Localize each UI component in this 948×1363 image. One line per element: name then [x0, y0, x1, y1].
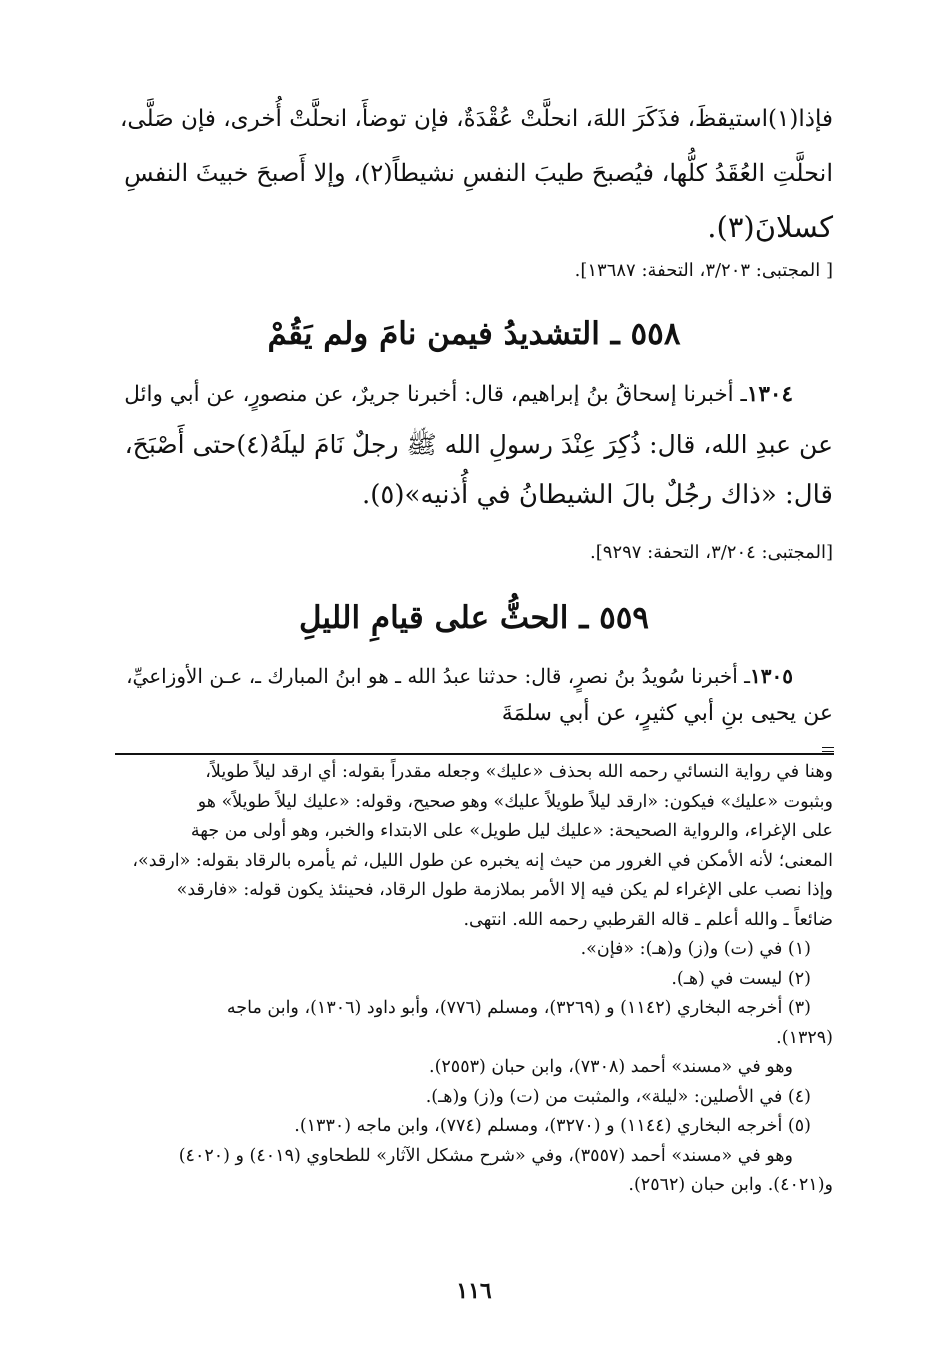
footnote-marker: [822, 751, 834, 752]
hadith-1304: [115, 370, 833, 520]
footnote-line: (٣) أخرجه البخاري (١١٤٢) و (٣٢٦٩)، ومسلم (٧٧٦)، وأبو داود (١٣٠٦)، وابن ماجه: [226, 998, 811, 1018]
text-line: [115, 370, 833, 420]
footnote-line: (١٣٢٩).: [776, 1027, 833, 1048]
footnote-line: وهو في «مسند» أحمد (٣٥٥٧)، وفي «شرح مشكل الآثار» للطحاوي (٤٠١٩) و (٤٠٢٠): [178, 1145, 793, 1166]
text-line: فإذا(١)استيقظَ، فذَكَرَ اللهَ، انحلَّتْ عُقْدَةٌ، فإن توضأَ، انحلَّتْ أُخرى، فإن صَلَّى،: [119, 106, 833, 132]
text-line: كسلانَ(٣).: [707, 210, 833, 244]
hadith-text: ـ أخبرنا سُويدُ بنُ نصرٍ، قال: حدثنا عبدُ الله ـ هو ابنُ المبارك ـ، عـن الأوزاعيِّ،: [126, 664, 751, 688]
footnotes: [130, 758, 833, 1201]
text-line: [115, 657, 833, 695]
hadith-number: ١٣٠٥: [750, 664, 793, 688]
text-line: عن يحيى بنِ أبي كثيرٍ، عن أبي سلمَةَ: [501, 701, 833, 726]
intro-paragraph: [115, 92, 833, 254]
footnote-line: على الإغراء، والرواية الصحيحة: «عليك ليل طويل» على الابتداء والخبر، وهو أولى من جهة: [190, 821, 833, 841]
footnote-line: (٤) في الأصلين: «ليلة»، والمثبت من (ت) و(ز) و(هـ).: [425, 1086, 811, 1107]
reference-citation: [ المجتبى: ٣/٢٠٣، التحفة: ١٣٦٨٧].: [574, 260, 833, 281]
footnote-line: وهنا في رواية النسائي رحمه الله بحذف «عليك» وجعله مقدراً بقوله: أي ارقد ليلاً طويلاً،: [205, 762, 833, 782]
hadith-1305: [115, 657, 833, 733]
reference-citation: [المجتبى: ٣/٢٠٤، التحفة: ٩٢٩٧].: [590, 542, 833, 563]
footnote-separator: [115, 753, 834, 755]
footnote-line: ضائعاً ـ والله أعلم ـ قاله القرطبي رحمه الله. انتهى.: [463, 909, 833, 930]
text-line: انحلَّتِ العُقَدُ كلُّها، فيُصبحَ طيبَ النفسِ نشيطاً(٢)، وإلا أَصبحَ خبيثَ النفسِ: [124, 159, 833, 187]
footnote-line: المعنى؛ لأنه الأمكن في الغرور من حيث إنه يخبره عن طول الليل، ثم يأمره بالرقاد بقوله: «ارقد»،: [132, 850, 833, 871]
footnote-line: وبثبوت «عليك» فيكون: «ارقد ليلاً طويلاً عليك» وهو صحيح، وقوله: «عليك ليلاً طويلاً» هو: [197, 791, 833, 812]
text-line: قال: «ذاك رجُلٌ بالَ الشيطانُ في أُذنيه»(٥).: [362, 480, 833, 510]
hadith-number: ١٣٠٤: [746, 382, 793, 407]
footnote-line: (٢) ليست في (هـ).: [671, 968, 811, 989]
footnote-line: (٥) أخرجه البخاري (١١٤٤) و (٣٢٧٠)، ومسلم (٧٧٤)، وابن ماجه (١٣٣٠).: [294, 1116, 811, 1136]
footnote-marker: [822, 747, 834, 748]
footnote-line: وهو في «مسند» أحمد (٧٣٠٨)، وابن حبان (٢٥٥٣).: [429, 1057, 793, 1077]
footnote-line: و(٤٠٢١). وابن حبان (٢٥٦٢).: [628, 1175, 833, 1195]
page-number: ١١٦: [456, 1278, 492, 1304]
chapter-heading: ٥٥٨ ـ التشديدُ فيمن نامَ ولم يَقُمْ: [267, 316, 681, 352]
chapter-heading: ٥٥٩ ـ الحثُّ على قيامِ الليلِ: [298, 600, 650, 636]
hadith-text: ـ أخبرنا إسحاقُ بنُ إبراهيم، قال: أخبرنا جريرٌ، عن منصورٍ، عن أبي وائل: [124, 382, 747, 407]
footnote-line: (١) في (ت) و(ز) و(هـ): «فإن».: [580, 939, 811, 959]
text-line: عن عبدِ الله، قال: ذُكِرَ عِنْدَ رسولِ الله ﷺ رجلٌ نَامَ ليلَهُ(٤)حتى أَصْبَحَ،: [124, 430, 833, 459]
footnote-line: وإذا نصب على الإغراء لم يكن فيه إلا الأمر بملازمة طول الرقاد، فحينئذ يكون قوله: «فارقد»: [176, 880, 833, 900]
